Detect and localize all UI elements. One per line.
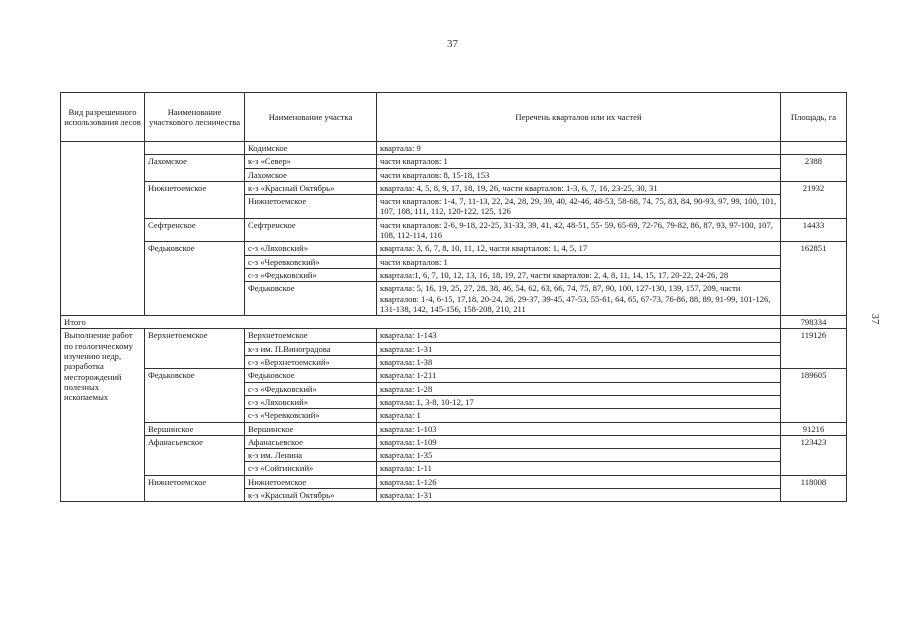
plot-cell: Сефтренское: [245, 218, 377, 242]
plot-cell: с-з «Федьковский»: [245, 382, 377, 395]
plot-cell: с-з «Федьковский»: [245, 268, 377, 281]
header-plot: Наименование участка: [245, 93, 377, 142]
quarters-cell: квартала: 1-143: [377, 329, 781, 342]
plot-cell: к-з «Красный Октябрь»: [245, 489, 377, 502]
area-cell: 123423: [781, 435, 847, 475]
district-cell: [145, 142, 245, 155]
table-row: [61, 475, 847, 488]
plot-cell: к-з «Красный Октябрь»: [245, 181, 377, 194]
plot-cell: Лахомское: [245, 168, 377, 181]
plot-cell: к-з им. П.Виноградова: [245, 342, 377, 355]
district-cell: Верхнетоемское: [145, 329, 245, 369]
quarters-cell: части кварталов: 1: [377, 255, 781, 268]
district-cell: Нижнетоемское: [145, 181, 245, 218]
district-cell: Нижнетоемское: [145, 475, 245, 502]
quarters-cell: квартала: 5, 16, 19, 25, 27, 28, 38, 46, 54, 62, 63, 66, 74, 75, 87, 90, 100, 127-130, 139, 157, 209, части кварталов: 1-4, 6-15, 17,18, 20-24, 26, 29-37, 39-45, 47-53, 55-61, 64, 65, 67-73, 76-86, 88, 89, 91-99, 101-126, 131-138, 142, 145-156, 158-208, 210, 211: [377, 282, 781, 316]
plot-cell: Вершинское: [245, 422, 377, 435]
table-row: [61, 142, 847, 155]
quarters-cell: квартала: 1-103: [377, 422, 781, 435]
area-cell: 162851: [781, 242, 847, 316]
quarters-cell: квартала: 1: [377, 409, 781, 422]
plot-cell: Федьковское: [245, 369, 377, 382]
table-row: [61, 242, 847, 255]
quarters-cell: квартала:1, 6, 7, 10, 12, 13, 16, 18, 19, 27, части кварталов: 2, 4, 8, 11, 14, 15, 17, 20-22, 24-26, 28: [377, 268, 781, 281]
quarters-cell: квартала: 3, 6, 7, 8, 10, 11, 12, части кварталов: 1, 4, 5, 17: [377, 242, 781, 255]
use-type-cell: Выполнение работ по геологическому изучению недр, разработка месторождений полезных ископаемых: [61, 329, 145, 502]
area-cell: 189605: [781, 369, 847, 422]
quarters-cell: квартала: 1-11: [377, 462, 781, 475]
quarters-cell: квартала: 9: [377, 142, 781, 155]
plot-cell: с-з «Верхнетоемский»: [245, 356, 377, 369]
table-row: [61, 435, 847, 448]
table-row: [61, 181, 847, 194]
quarters-cell: квартала: 1, 3-8, 10-12, 17: [377, 395, 781, 408]
plot-cell: Кодимское: [245, 142, 377, 155]
area-cell: 21932: [781, 181, 847, 218]
header-use-type: Вид разрешенного использования лесов: [61, 93, 145, 142]
quarters-cell: квартала: 1-38: [377, 356, 781, 369]
quarters-cell: части кварталов: 1: [377, 155, 781, 168]
page-number-side: 37: [869, 313, 881, 325]
quarters-cell: квартала: 1-126: [377, 475, 781, 488]
plot-cell: Нижнетоемское: [245, 195, 377, 219]
plot-cell: Федьковское: [245, 282, 377, 316]
header-area: Площадь, га: [781, 93, 847, 142]
district-cell: Сефтренское: [145, 218, 245, 242]
table-header-row: [61, 93, 847, 142]
district-cell: Лахомское: [145, 155, 245, 182]
quarters-cell: квартала: 1-31: [377, 489, 781, 502]
area-cell: 2388: [781, 155, 847, 182]
plot-cell: к-з им. Ленина: [245, 449, 377, 462]
district-cell: Афанасьевское: [145, 435, 245, 475]
plot-cell: к-з «Север»: [245, 155, 377, 168]
use-type-cell-continued: [61, 142, 145, 316]
table-row: [61, 218, 847, 242]
district-cell: Федьковское: [145, 369, 245, 422]
quarters-cell: части кварталов: 1-4, 7, 11-13, 22, 24, 28, 29, 39, 40, 42-46, 48-53, 58-68, 74, 75, 83, 84, 90-93, 97, 99, 100, 101, 107, 108, 111, 112, 120-122, 125, 126: [377, 195, 781, 219]
quarters-cell: квартала: 4, 5, 8, 9, 17, 18, 19, 26, части кварталов: 1-3, 6, 7, 16, 23-25, 30, 31: [377, 181, 781, 194]
plot-cell: Нижнетоемское: [245, 475, 377, 488]
table-row: [61, 155, 847, 168]
quarters-cell: части кварталов: 2-6, 9-18, 22-25, 31-33, 39, 41, 42, 48-51, 55- 59, 65-69, 72-76, 79-82, 86, 87, 93, 97-100, 107, 108, 112-114, 116: [377, 218, 781, 242]
table-row: [61, 329, 847, 342]
total-row: [61, 316, 847, 329]
plot-cell: с-з «Ляховский»: [245, 242, 377, 255]
plot-cell: с-з «Черевковский»: [245, 255, 377, 268]
area-cell: 118008: [781, 475, 847, 502]
plot-cell: Верхнетоемское: [245, 329, 377, 342]
district-cell: Федьковское: [145, 242, 245, 316]
quarters-cell: квартала: 1-35: [377, 449, 781, 462]
header-district: Наименование участкового лесничества: [145, 93, 245, 142]
plot-cell: с-з «Черевковский»: [245, 409, 377, 422]
area-cell: [781, 142, 847, 155]
header-quarters: Перечень кварталов или их частей: [377, 93, 781, 142]
forest-quarters-table: [60, 92, 847, 502]
page-number-top: 37: [447, 38, 458, 50]
area-cell: 14433: [781, 218, 847, 242]
total-label: Итого: [61, 316, 781, 329]
plot-cell: с-з «Ляховский»: [245, 395, 377, 408]
table-row: [61, 422, 847, 435]
table-row: [61, 369, 847, 382]
quarters-cell: квартала: 1-109: [377, 435, 781, 448]
total-value: 798334: [781, 316, 847, 329]
quarters-cell: квартала: 1-28: [377, 382, 781, 395]
district-cell: Вершинское: [145, 422, 245, 435]
area-cell: 119126: [781, 329, 847, 369]
area-cell: 91216: [781, 422, 847, 435]
plot-cell: с-з «Сойгинский»: [245, 462, 377, 475]
quarters-cell: квартала: 1-31: [377, 342, 781, 355]
quarters-cell: части кварталов: 8, 15-18, 153: [377, 168, 781, 181]
plot-cell: Афанасьевское: [245, 435, 377, 448]
quarters-cell: квартала: 1-211: [377, 369, 781, 382]
